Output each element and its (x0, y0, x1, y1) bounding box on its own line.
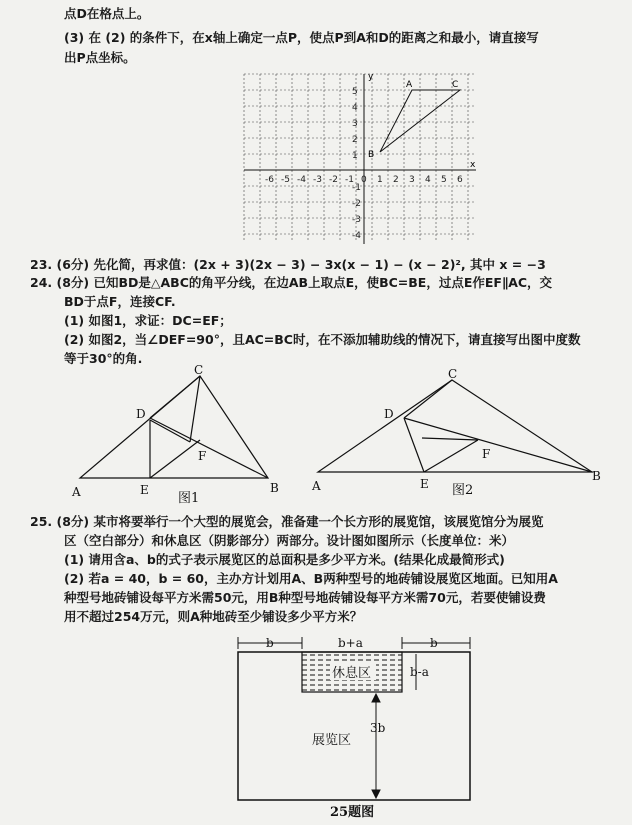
x-tick-label: -1 (345, 175, 354, 185)
x-tick-label: 3 (409, 175, 415, 185)
dim-3b: 3b (370, 721, 386, 735)
point-c-label: C (452, 80, 459, 90)
dim-b-plus-a: b+a (338, 636, 363, 650)
fig1-label-f: F (198, 449, 207, 463)
x-tick-label: 6 (457, 175, 463, 185)
figure-1 (70, 363, 290, 508)
question-25-part2: (2) 若a = 40，b = 60，主办方计划用A、B两种型号的地砖铺设展览区地面。已知用A (64, 571, 558, 586)
fig2-label-d: D (384, 407, 394, 421)
question-25-part1: (1) 请用含a、b的式子表示展览区的总面积是多少平方米。(结果化成最简形式) (64, 552, 505, 567)
x-tick-label: -5 (281, 175, 290, 185)
question-24-part1: (1) 如图1，求证：DC=EF； (64, 313, 232, 328)
coordinate-grid (240, 70, 480, 246)
y-axis-label: y (368, 72, 374, 82)
x-tick-label: -3 (313, 175, 322, 185)
fig2-caption: 图2 (452, 483, 474, 498)
fig1-label-b: B (270, 481, 279, 495)
fig2-label-f: F (482, 447, 491, 461)
line-q3: (3) 在 (2) 的条件下，在x轴上确定一点P，使点P到A和D的距离之和最小，请直接写 (64, 30, 539, 45)
dim-b-left: b (266, 636, 274, 650)
fig2-label-e: E (420, 477, 429, 491)
x-tick-label: 1 (377, 175, 383, 185)
fig1-label-e: E (140, 483, 149, 497)
y-tick-label: -2 (352, 199, 361, 209)
point-a-label: A (406, 80, 413, 90)
y-tick-label: -1 (352, 183, 361, 193)
fig1-label-c: C (194, 363, 204, 377)
x-tick-label: 0 (361, 175, 367, 185)
question-25-line1: 25. (8分) 某市将要举行一个大型的展览会，准备建一个长方形的展览馆，该展览馆分为展览 (30, 514, 544, 529)
dim-b-minus-a: b-a (410, 665, 429, 679)
question-25-part2-cont1: 种型号地砖铺设每平方米需50元，用B种型号地砖铺设每平方米需70元，若要使铺设费 (64, 590, 546, 605)
fig2-label-c: C (448, 367, 458, 381)
question-25-line2: 区（空白部分）和休息区（阴影部分）两部分。设计图如图所示（长度单位：米） (64, 533, 515, 548)
x-tick-label: 4 (425, 175, 431, 185)
point-b-label: B (368, 150, 375, 160)
question-23: 23. (6分) 先化简，再求值：(2x + 3)(2x − 3) − 3x(x − 1) − (x − 2)², 其中 x = −3 (30, 257, 546, 272)
y-tick-label: -3 (352, 215, 361, 225)
y-tick-label: 1 (352, 151, 358, 161)
y-tick-label: 4 (352, 103, 358, 113)
question-24-line2: BD于点F，连接CF. (64, 294, 176, 309)
y-tick-label: 5 (352, 87, 358, 97)
x-axis-label: x (470, 160, 476, 170)
x-tick-label: -2 (329, 175, 338, 185)
exhibit-area-label: 展览区 (312, 733, 352, 748)
x-tick-label: 5 (441, 175, 447, 185)
question-24-part2-cont: 等于30°的角. (64, 351, 143, 366)
x-tick-label: -4 (297, 175, 306, 185)
line-point-d: 点D在格点上。 (64, 6, 150, 21)
y-tick-label: 2 (352, 135, 358, 145)
question-24-part2: (2) 如图2，当∠DEF=90°，且AC=BC时，在不添加辅助线的情况下，请直接写出图中度数 (64, 332, 581, 347)
fig25-caption: 25题图 (330, 805, 375, 820)
y-tick-label: 3 (352, 119, 358, 129)
question-25-part2-cont2: 用不超过254万元，则A种地砖至少铺设多少平方米？ (64, 609, 363, 624)
fig1-caption: 图1 (178, 491, 200, 506)
fig1-label-d: D (136, 407, 146, 421)
dim-b-right: b (430, 636, 438, 650)
x-tick-label: 2 (393, 175, 399, 185)
line-q3-cont: 出P点坐标。 (64, 50, 136, 65)
figure-2 (312, 368, 612, 498)
fig2-label-b: B (592, 469, 601, 483)
figure-25 (230, 632, 480, 820)
y-tick-label: -4 (352, 231, 361, 241)
question-24-line1: 24. (8分) 已知BD是△ABC的角平分线，在边AB上取点E，使BC=BE，过点E作EF∥AC，交 (30, 275, 553, 290)
rest-area-label: 休息区 (332, 666, 372, 681)
x-tick-label: -6 (265, 175, 274, 185)
fig2-label-a: A (312, 479, 321, 493)
fig1-label-a: A (72, 485, 81, 499)
